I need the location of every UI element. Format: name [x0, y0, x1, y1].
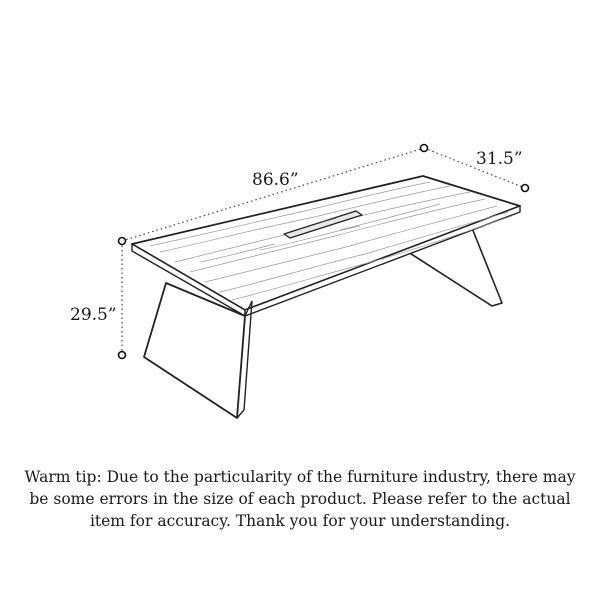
height-label: 29.5”	[70, 305, 117, 325]
length-label: 86.6”	[252, 170, 299, 190]
warm-tip-text: Warm tip: Due to the particularity of the furniture industry, there may be some errors in the size of each product. Please refer to the actual item for accuracy. Thank you for your understanding.	[24, 468, 576, 530]
depth-label: 31.5”	[476, 149, 523, 169]
